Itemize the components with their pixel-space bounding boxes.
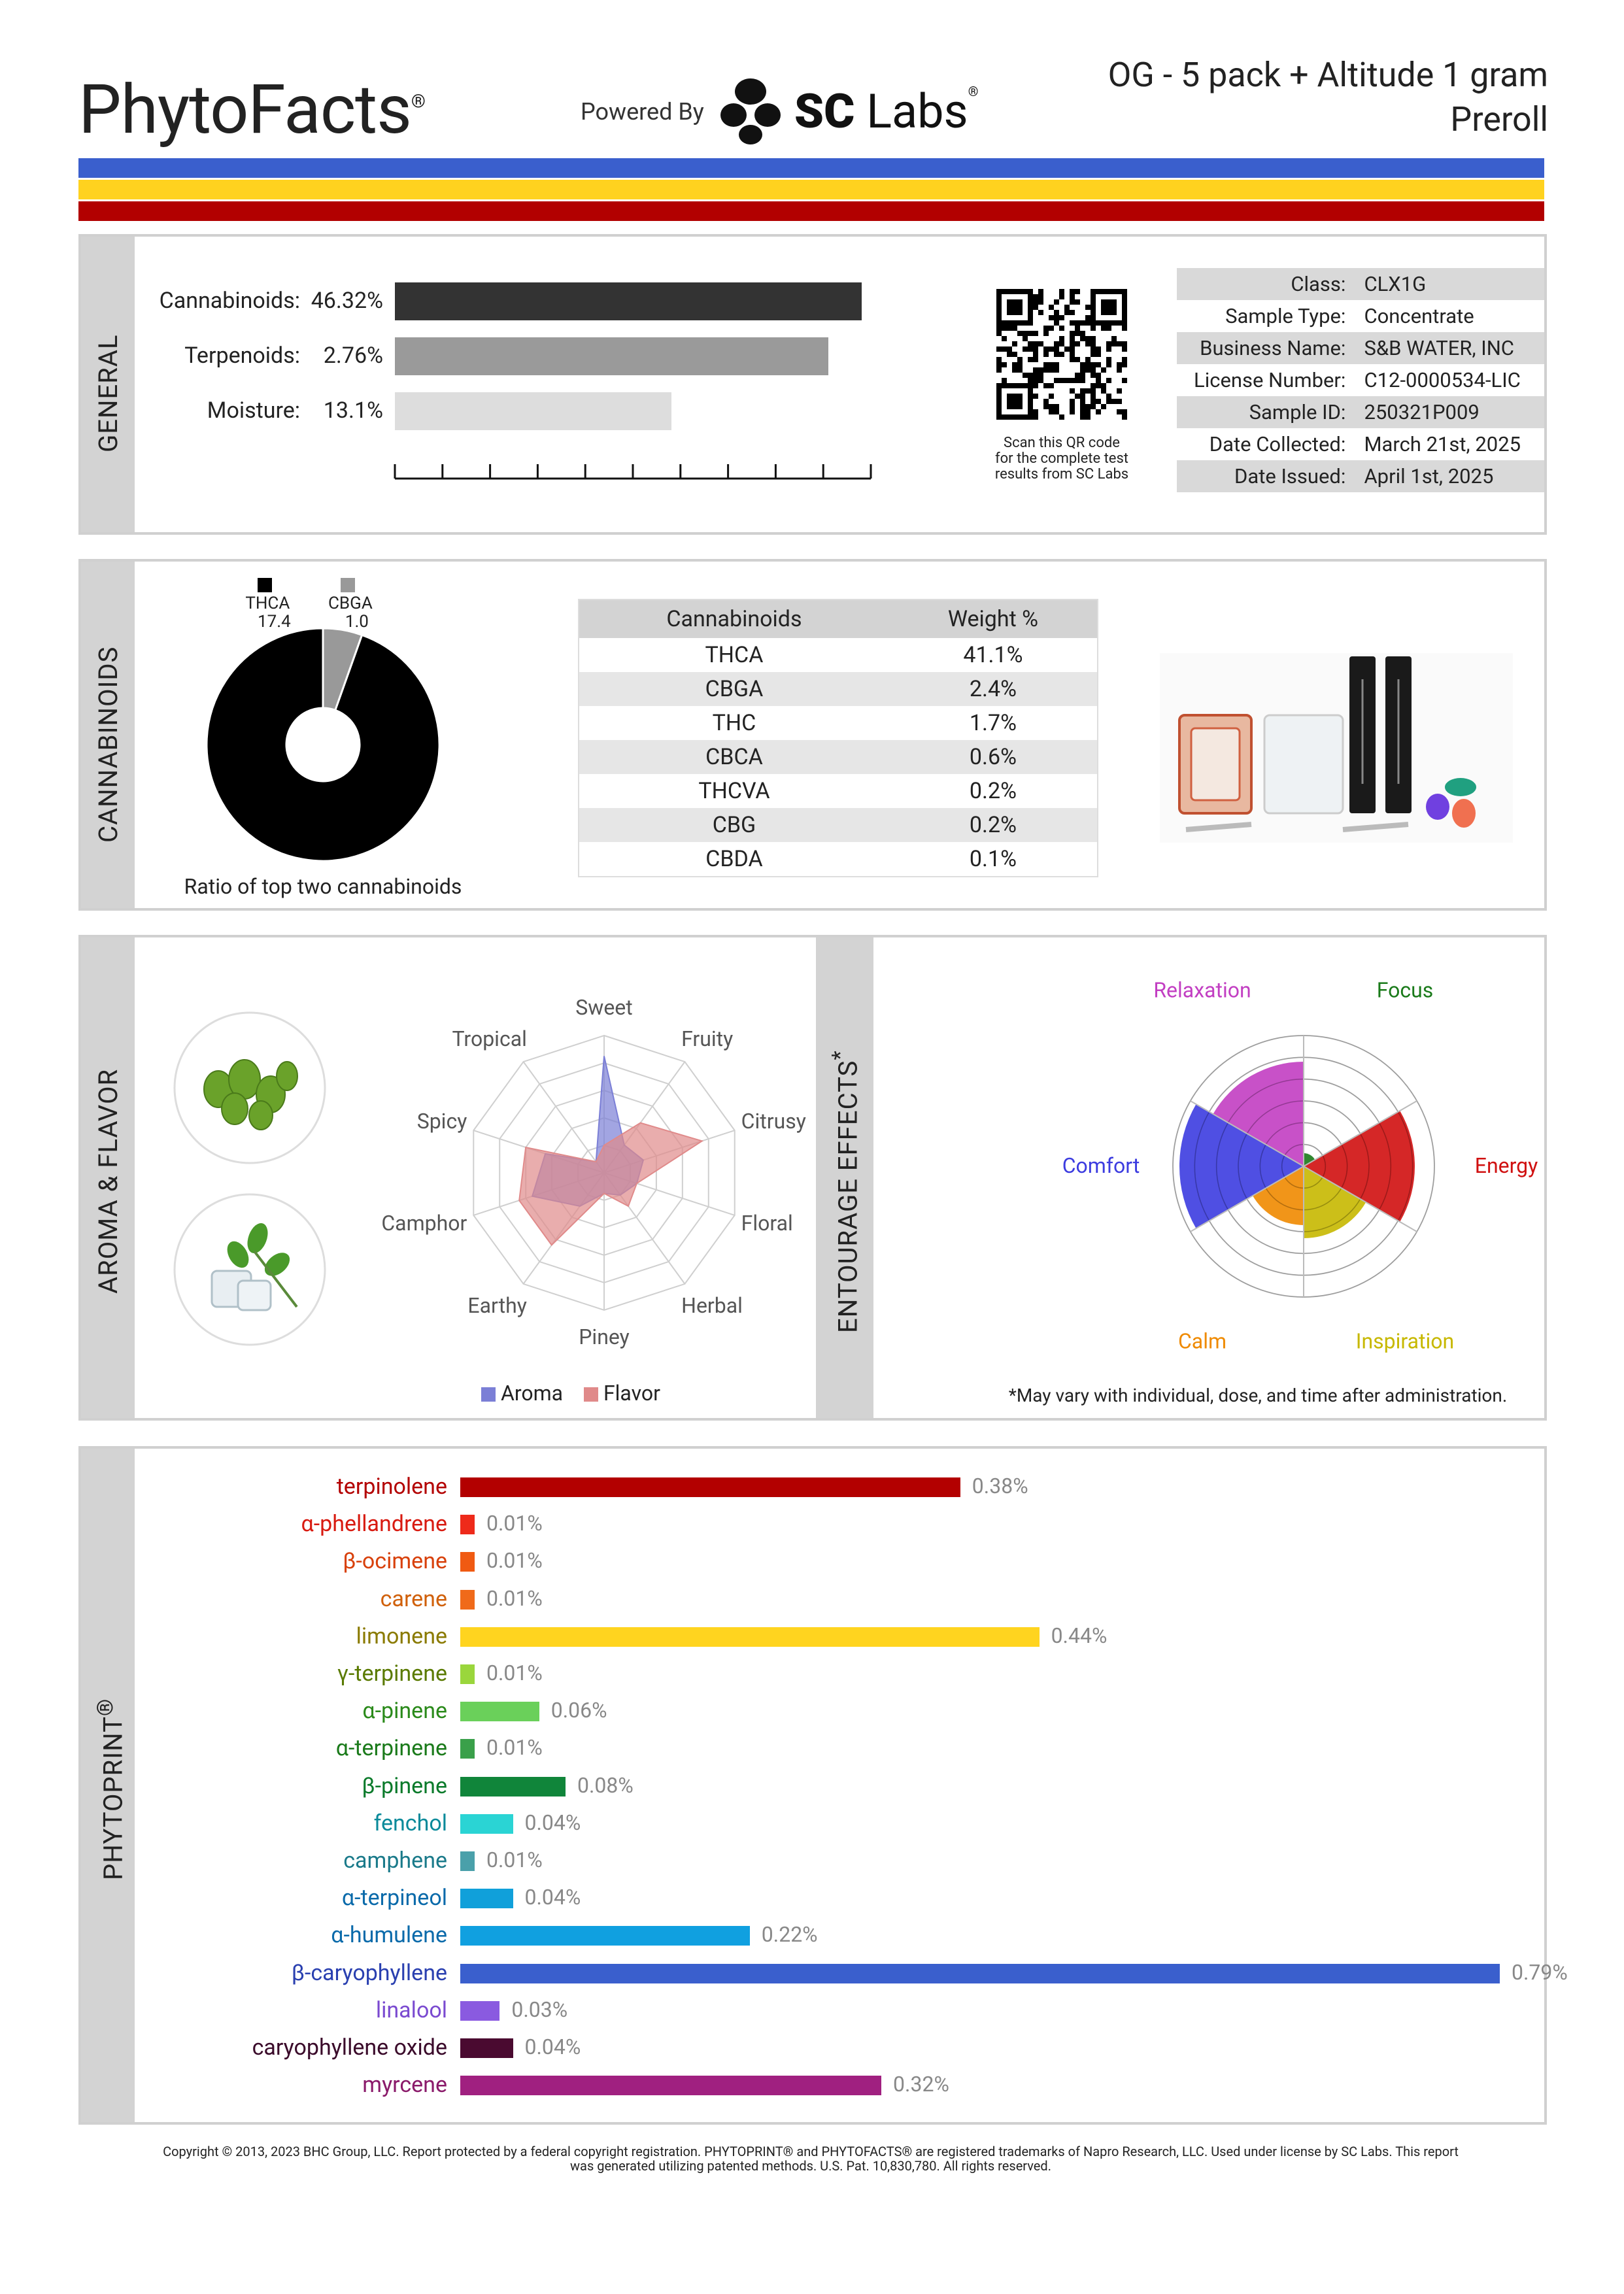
info-value: March 21st, 2025 (1364, 432, 1521, 456)
brand-mark: ® (411, 90, 425, 112)
legend-value: 17.4 (258, 612, 291, 632)
cannabinoid-name: THC (712, 710, 756, 736)
cannabinoid-row (579, 706, 1098, 740)
lab-name-bold: SC (794, 84, 855, 139)
radar-axis-label: Earthy (467, 1292, 527, 1318)
powered-by-label: Powered By (581, 98, 704, 126)
info-row (1177, 396, 1544, 428)
radar-axis-label: Piney (579, 1324, 630, 1349)
hops-icon (173, 1011, 327, 1165)
terpene-name: β-pinene (362, 1772, 447, 1799)
terpene-row (199, 1847, 1624, 1876)
info-key: Class: (1177, 268, 1355, 300)
terpene-value: 0.32% (893, 2072, 949, 2097)
info-row (1177, 460, 1544, 492)
info-key: Business Name: (1177, 332, 1355, 364)
terpene-name: linalool (375, 1997, 447, 2023)
cannabinoid-table (578, 599, 1098, 877)
phytoprint-panel (78, 1446, 1568, 2125)
legend-value: 1.0 (345, 612, 369, 632)
entourage-label-mark: * (828, 1050, 853, 1060)
info-value: April 1st, 2025 (1355, 460, 1544, 492)
footer-line: was generated utilizing patented methods. U.S. Pat. 10,830,780. All rights reserved. (570, 2158, 1051, 2174)
terpene-name: camphene (343, 1847, 447, 1874)
terpene-row (199, 1586, 1624, 1615)
terpene-bar (460, 2076, 881, 2095)
entourage-label-inspiration: Inspiration (1355, 1328, 1455, 1354)
terpene-bar (460, 1926, 750, 1946)
aroma-section-label: AROMA & FLAVOR (93, 1068, 124, 1294)
terpene-value: 0.03% (511, 1997, 568, 2022)
general-bar (395, 282, 862, 320)
cannabinoid-weight: 1.7% (969, 710, 1017, 736)
terpene-value: 0.44% (1051, 1623, 1108, 1648)
radar-axis-label: Citrusy (741, 1109, 806, 1134)
info-row (1177, 268, 1544, 300)
sample-info-table (1177, 268, 1544, 492)
general-bar-value: 2.76% (323, 343, 383, 369)
terpene-bar (460, 1552, 475, 1572)
terpene-name: limonene (356, 1623, 447, 1649)
mint-ice-icon (173, 1192, 327, 1347)
entourage-label-relaxation: Relaxation (1153, 977, 1251, 1003)
terpene-name: α-pinene (362, 1698, 447, 1725)
terpene-bar (460, 1777, 566, 1796)
aroma-flavor-panel (78, 935, 1547, 1421)
terpene-name: terpinolene (336, 1474, 447, 1500)
terpene-row (199, 1885, 1624, 1914)
terpene-row (199, 1773, 1624, 1802)
terpene-value: 0.01% (486, 1511, 543, 1536)
radar-axis-label: Fruity (681, 1026, 734, 1052)
terpene-value: 0.01% (486, 1661, 543, 1685)
terpene-bar (460, 1515, 475, 1534)
terpene-name: caryophyllene oxide (252, 2034, 447, 2061)
terpene-name: β-ocimene (343, 1548, 447, 1575)
cannabinoid-weight: 0.6% (889, 740, 1098, 774)
terpene-value: 0.01% (486, 1585, 543, 1611)
terpene-row (199, 1511, 1624, 1540)
header-stripe-red (78, 201, 1544, 221)
radar-axis-label: Camphor (381, 1210, 467, 1236)
general-bar-value: 13.1% (323, 397, 383, 424)
cannabinoids-panel (78, 559, 1547, 911)
cannabinoid-row (579, 672, 1098, 706)
legend-swatch (258, 578, 272, 592)
terpene-row (199, 1960, 1624, 1989)
cannabinoid-row (579, 808, 1098, 842)
terpene-name: carene (380, 1585, 447, 1612)
header-stripe-yellow (78, 180, 1544, 199)
copyright-footer (85, 2144, 1536, 2173)
general-bar-label: Moisture: (207, 397, 300, 424)
header-stripe-blue (78, 158, 1544, 178)
general-bar-label: Terpenoids: (184, 343, 300, 369)
terpene-value: 0.38% (972, 1474, 1028, 1498)
terpene-value: 0.01% (486, 1548, 543, 1574)
header-cannabinoids: Cannabinoids (579, 599, 889, 638)
terpene-row (199, 2072, 1624, 2100)
terpene-bar (460, 1739, 475, 1759)
aroma-legend-label: Aroma (500, 1381, 564, 1406)
terpene-row (199, 1474, 1624, 1502)
terpene-row (199, 2034, 1624, 2063)
brand-logo (78, 71, 425, 150)
terpene-bar (460, 1889, 513, 1908)
terpene-value: 0.08% (577, 1772, 634, 1798)
entourage-label-text: ENTOURAGE EFFECTS (832, 1060, 864, 1333)
cannabinoid-name: THCA (705, 642, 764, 668)
info-value: S&B WATER, INC (1355, 332, 1544, 364)
product-title: OG - 5 pack + Altitude 1 gram (1108, 55, 1548, 95)
info-key: Sample ID: (1177, 396, 1355, 428)
terpene-row (199, 1997, 1624, 2026)
terpene-row (199, 1548, 1624, 1577)
terpene-value: 0.04% (524, 2034, 581, 2059)
entourage-note: *May vary with individual, dose, and time after administration. (1008, 1385, 1508, 1406)
info-value: 250321P009 (1355, 396, 1544, 428)
qr-caption (957, 435, 1166, 482)
info-key: License Number: (1194, 368, 1346, 392)
info-row (1177, 332, 1544, 364)
terpene-bar (460, 1964, 1500, 1983)
entourage-label-focus: Focus (1376, 977, 1434, 1003)
info-key: Sample Type: (1225, 304, 1346, 328)
aroma-flavor-radar-chart (330, 977, 879, 1369)
header-weight: Weight % (889, 599, 1098, 638)
cannabinoid-row (579, 774, 1098, 808)
terpene-bar (460, 2038, 513, 2058)
ratio-caption: Ratio of top two cannabinoids (184, 874, 462, 899)
terpene-bar (460, 1627, 1040, 1647)
qr-caption-line: for the complete test (994, 450, 1128, 467)
entourage-section-label (828, 1050, 863, 1333)
terpene-value: 0.04% (524, 1810, 581, 1835)
cannabinoid-name: CBG (579, 808, 889, 842)
terpene-bar (460, 1851, 475, 1871)
cannabinoid-weight: 0.1% (969, 846, 1017, 872)
info-row (1177, 428, 1544, 460)
general-bar (395, 337, 828, 375)
terpene-name: α-terpineol (341, 1885, 447, 1912)
cannabinoid-row (579, 842, 1098, 877)
terpene-value: 0.79% (1512, 1959, 1568, 1985)
terpene-row (199, 1661, 1624, 1689)
entourage-label-comfort: Comfort (1062, 1153, 1140, 1178)
radar-legend (481, 1381, 660, 1406)
general-section-label: GENERAL (93, 334, 124, 452)
phytoprint-label-mark: ® (93, 1698, 118, 1716)
terpene-row (199, 1810, 1624, 1839)
terpene-bar (460, 1477, 960, 1497)
info-row (1177, 364, 1544, 396)
terpene-value: 0.01% (486, 1735, 543, 1761)
sc-labs-wordmark (794, 84, 978, 139)
terpene-name: myrcene (362, 2072, 447, 2099)
cannabinoid-name: CBCA (579, 740, 889, 774)
legend-item (245, 576, 291, 631)
cannabinoid-weight: 2.4% (889, 672, 1098, 706)
general-bar-value: 46.32% (311, 288, 383, 314)
terpene-bar (460, 2001, 499, 2021)
product-subtitle: Preroll (1450, 99, 1548, 139)
terpene-name: β-caryophyllene (291, 1959, 447, 1986)
terpene-bar (460, 1702, 539, 1721)
aroma-legend-swatch (481, 1387, 496, 1402)
cannabinoids-section-label: CANNABINOIDS (93, 646, 124, 843)
qr-code[interactable] (996, 289, 1127, 420)
terpene-name: α-humulene (331, 1922, 447, 1949)
terpene-name: α-phellandrene (301, 1511, 447, 1538)
terpene-name: fenchol (373, 1810, 447, 1836)
terpene-value: 0.06% (550, 1698, 607, 1723)
qr-caption-line: results from SC Labs (994, 466, 1129, 482)
terpene-row (199, 1922, 1624, 1951)
terpene-bar (460, 1590, 475, 1610)
info-row (1177, 300, 1544, 332)
sc-labs-logo-icon (719, 77, 785, 146)
cannabinoid-weight: 41.1% (963, 642, 1023, 668)
terpene-value: 0.04% (524, 1885, 581, 1910)
terpene-row (199, 1735, 1624, 1764)
legend-item (328, 576, 373, 631)
footer-line: Copyright © 2013, 2023 BHC Group, LLC. Report protected by a federal copyright registration. PHYTOPRINT® and PHYTOFACTS® are registered trademarks of Napro Research, LLC. Used under license by SC Labs. This report (163, 2144, 1459, 2159)
flavor-series (519, 1123, 702, 1245)
qr-caption-line: Scan this QR code (1004, 435, 1120, 451)
cannabinoid-donut-chart (205, 627, 441, 862)
cannabinoid-row (579, 638, 1098, 672)
entourage-label-calm: Calm (1177, 1328, 1227, 1354)
general-bar-label: Cannabinoids: (159, 288, 300, 314)
cannabinoid-table-header (579, 599, 1098, 638)
radar-axis-label: Herbal (681, 1292, 743, 1318)
entourage-label-energy: Energy (1474, 1153, 1538, 1178)
radar-axis-label: Floral (741, 1210, 793, 1236)
phytoprint-label-text: PHYTOPRINT (97, 1715, 129, 1880)
brand-name: PhytoFacts (78, 71, 411, 150)
general-bar (395, 392, 671, 430)
cannabinoid-weight: 0.2% (889, 808, 1098, 842)
legend-name: THCA (245, 594, 290, 613)
legend-swatch (341, 578, 355, 592)
terpene-bar (460, 1664, 475, 1684)
terpene-value: 0.01% (486, 1847, 543, 1872)
lab-mark: ® (968, 84, 979, 99)
terpene-name: γ-terpinene (337, 1661, 447, 1687)
cannabinoid-weight: 0.2% (969, 778, 1017, 804)
info-key: Date Collected: (1209, 432, 1346, 456)
phytoprint-section-label (93, 1698, 128, 1880)
terpene-row (199, 1698, 1624, 1727)
cannabinoid-name: CBDA (705, 846, 763, 872)
radar-axis-label: Tropical (452, 1026, 527, 1052)
terpene-name: α-terpinene (335, 1735, 447, 1762)
radar-axis-label: Spicy (416, 1109, 467, 1134)
legend-name: CBGA (328, 594, 373, 613)
general-scale-ruler (394, 459, 877, 482)
info-key: Date Issued: (1177, 460, 1355, 492)
info-value: C12-0000534-LIC (1364, 368, 1521, 392)
terpene-value: 0.22% (761, 1922, 818, 1948)
lab-name-rest: Labs (854, 84, 968, 139)
general-panel (78, 234, 1547, 535)
cannabinoid-row (579, 740, 1098, 774)
flavor-legend-label: Flavor (603, 1381, 660, 1406)
product-photo (1160, 653, 1513, 843)
radar-axis-label: Sweet (575, 995, 633, 1020)
cannabinoid-name: THCVA (698, 778, 770, 804)
terpene-bar (460, 1814, 513, 1834)
cannabinoid-name: CBGA (579, 672, 889, 706)
info-value: CLX1G (1355, 268, 1544, 300)
terpene-row (199, 1623, 1624, 1652)
info-value: Concentrate (1364, 304, 1474, 328)
entourage-effects-chart (931, 977, 1538, 1356)
flavor-legend-swatch (584, 1387, 598, 1402)
